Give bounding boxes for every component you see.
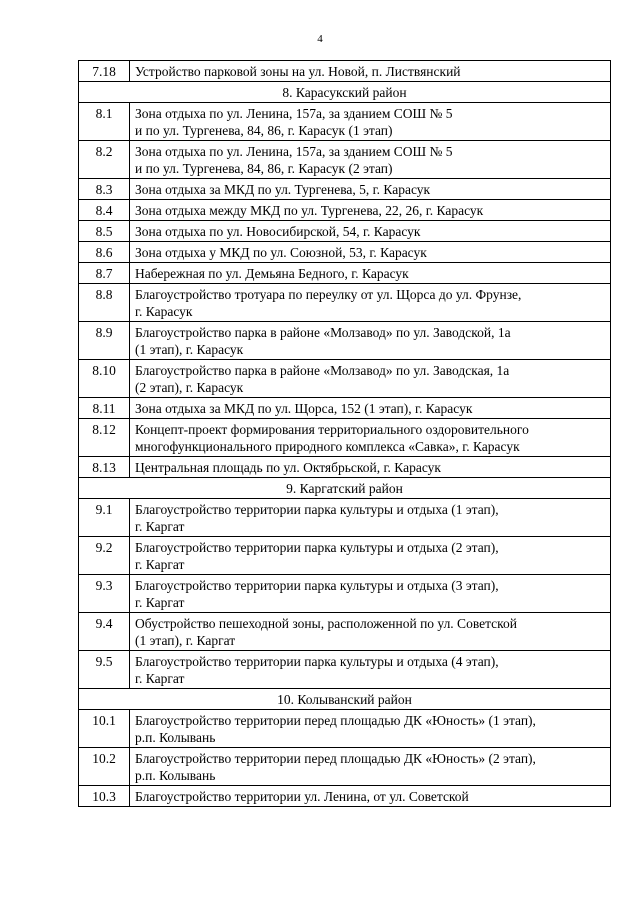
section-title: 10. Колыванский район (79, 689, 611, 710)
item-number: 8.8 (79, 284, 130, 322)
item-description: Обустройство пешеходной зоны, расположенной по ул. Советской (1 этап), г. Каргат (130, 613, 611, 651)
section-header-row (79, 82, 611, 103)
item-description: Благоустройство территории парка культуры и отдыха (4 этап), г. Каргат (130, 651, 611, 689)
item-number: 10.1 (79, 710, 130, 748)
table-row (79, 398, 611, 419)
table-row (79, 537, 611, 575)
table-row (79, 221, 611, 242)
table-row (79, 457, 611, 478)
item-number: 10.3 (79, 786, 130, 807)
item-description: Благоустройство территории парка культуры и отдыха (3 этап), г. Каргат (130, 575, 611, 613)
item-description: Благоустройство тротуара по переулку от ул. Щорса до ул. Фрунзе, г. Карасук (130, 284, 611, 322)
item-number: 9.5 (79, 651, 130, 689)
item-description: Благоустройство территории перед площадью ДК «Юность» (1 этап), р.п. Колывань (130, 710, 611, 748)
table-row (79, 710, 611, 748)
table-row (79, 284, 611, 322)
item-description: Зона отдыха по ул. Ленина, 157а, за зданием СОШ № 5 и по ул. Тургенева, 84, 86, г. Карасук (1 этап) (130, 103, 611, 141)
table-row (79, 61, 611, 82)
table-row (79, 575, 611, 613)
item-number: 9.2 (79, 537, 130, 575)
item-description: Благоустройство территории парка культуры и отдыха (2 этап), г. Каргат (130, 537, 611, 575)
item-description: Центральная площадь по ул. Октябрьской, г. Карасук (130, 457, 611, 478)
page-number: 4 (317, 33, 323, 45)
table-row (79, 179, 611, 200)
table-row (79, 419, 611, 457)
table-row (79, 242, 611, 263)
table-row (79, 200, 611, 221)
item-description: Концепт-проект формирования территориального оздоровительного многофункционального природного комплекса «Савка», г. Карасук (130, 419, 611, 457)
item-description: Благоустройство территории перед площадью ДК «Юность» (2 этап), р.п. Колывань (130, 748, 611, 786)
item-description: Зона отдыха по ул. Новосибирской, 54, г. Карасук (130, 221, 611, 242)
item-number: 8.13 (79, 457, 130, 478)
item-number: 10.2 (79, 748, 130, 786)
item-number: 8.1 (79, 103, 130, 141)
section-header-row (79, 478, 611, 499)
table-row (79, 499, 611, 537)
item-description: Зона отдыха у МКД по ул. Союзной, 53, г. Карасук (130, 242, 611, 263)
table-row (79, 651, 611, 689)
item-number: 8.6 (79, 242, 130, 263)
section-header-row (79, 689, 611, 710)
item-description: Благоустройство парка в районе «Молзавод» по ул. Заводская, 1а (2 этап), г. Карасук (130, 360, 611, 398)
projects-table (78, 60, 611, 807)
section-title: 8. Карасукский район (79, 82, 611, 103)
item-description: Зона отдыха по ул. Ленина, 157а, за зданием СОШ № 5 и по ул. Тургенева, 84, 86, г. Карасук (2 этап) (130, 141, 611, 179)
table-row (79, 263, 611, 284)
section-title: 9. Каргатский район (79, 478, 611, 499)
table-row (79, 748, 611, 786)
table-row (79, 103, 611, 141)
item-number: 8.11 (79, 398, 130, 419)
table-row (79, 322, 611, 360)
table-row (79, 360, 611, 398)
item-description: Благоустройство территории ул. Ленина, от ул. Советской (130, 786, 611, 807)
item-number: 8.9 (79, 322, 130, 360)
item-number: 8.3 (79, 179, 130, 200)
item-number: 8.2 (79, 141, 130, 179)
item-number: 8.5 (79, 221, 130, 242)
item-number: 7.18 (79, 61, 130, 82)
item-description: Устройство парковой зоны на ул. Новой, п. Листвянский (130, 61, 611, 82)
table-row (79, 141, 611, 179)
item-description: Зона отдыха за МКД по ул. Тургенева, 5, г. Карасук (130, 179, 611, 200)
item-number: 9.4 (79, 613, 130, 651)
item-number: 8.7 (79, 263, 130, 284)
item-description: Благоустройство территории парка культуры и отдыха (1 этап), г. Каргат (130, 499, 611, 537)
item-number: 8.4 (79, 200, 130, 221)
item-number: 8.12 (79, 419, 130, 457)
projects-table-body (79, 61, 611, 807)
item-description: Зона отдыха между МКД по ул. Тургенева, 22, 26, г. Карасук (130, 200, 611, 221)
item-description: Благоустройство парка в районе «Молзавод» по ул. Заводской, 1а (1 этап), г. Карасук (130, 322, 611, 360)
table-row (79, 613, 611, 651)
table-row (79, 786, 611, 807)
item-description: Зона отдыха за МКД по ул. Щорса, 152 (1 этап), г. Карасук (130, 398, 611, 419)
item-number: 9.1 (79, 499, 130, 537)
item-number: 9.3 (79, 575, 130, 613)
item-description: Набережная по ул. Демьяна Бедного, г. Карасук (130, 263, 611, 284)
item-number: 8.10 (79, 360, 130, 398)
